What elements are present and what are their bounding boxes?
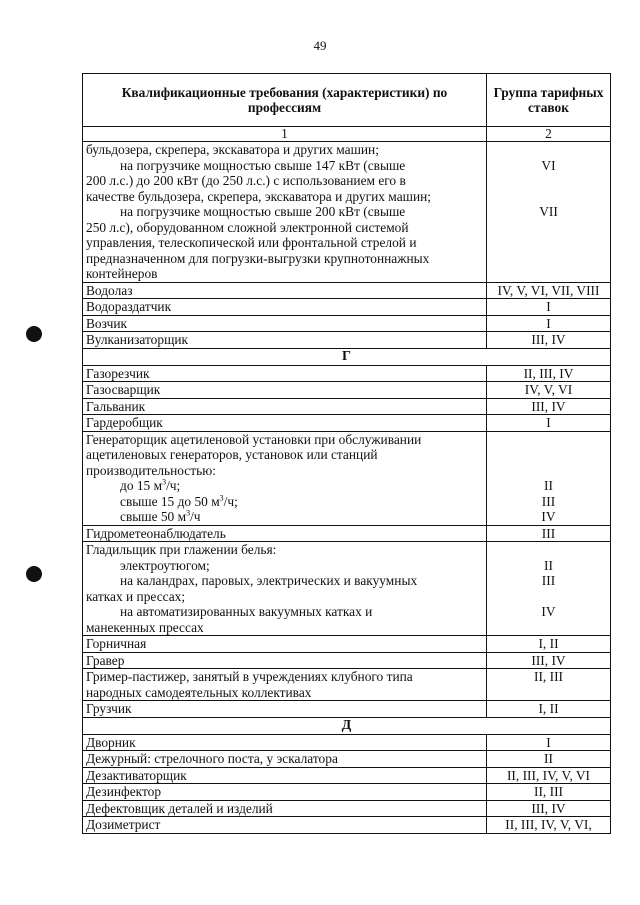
text-line: катках и прессах; [86,588,186,604]
table-row [83,299,611,316]
table-row [83,431,611,525]
group-cell: I, II [487,701,611,718]
table-row [83,525,611,542]
table-row [83,767,611,784]
profession-cell [83,669,487,701]
table-row [83,382,611,399]
punch-hole [26,326,42,342]
table-row [83,415,611,432]
text-line: до 15 $м^3/ч$; [120,477,181,493]
table-row [83,542,611,636]
text-line: бульдозера, скрепера, экскаватора и других машин; [86,142,379,157]
table-row [83,734,611,751]
group-value: IV [541,509,556,524]
group-value: IV [541,604,556,619]
group-value: III [541,493,556,509]
group-cell: III, IV [487,398,611,415]
profession-cell: Дефектовщик деталей и изделий [83,800,487,817]
table-row [83,817,611,834]
text-line: манекенных прессах [86,619,204,635]
text-line: свыше 50 $м^3/ч$ [120,508,201,524]
text-line: свыше 15 до 50 $м^3/ч$; [120,493,238,509]
text-line: ацетиленовых генераторов, установок или станций [86,447,378,462]
text-line: предназначенном для погрузки-выгрузки крупнотоннажных [86,250,430,266]
profession-cell: Возчик [83,315,487,332]
page-number: 49 [313,38,327,53]
table-row [83,701,611,718]
col-number-2: 2 [487,127,611,142]
section-row [83,717,611,734]
profession-cell: Дозиметрист [83,817,487,834]
profession-cell: Дежурный: стрелочного поста, у эскалатора [83,751,487,768]
group-cell: II [487,751,611,768]
section-row [83,348,611,365]
profession-cell: Водолаз [83,282,487,299]
table-row [83,315,611,332]
group-cell: I [487,299,611,316]
group-value: VI [541,157,556,173]
column-number-row [83,127,611,142]
group-cell: III, IV [487,652,611,669]
text-line: контейнеров [86,266,158,281]
text-line: качестве бульдозера, скрепера, экскаватора и других машин; [86,188,431,204]
group-value: II [544,478,553,493]
group-cell [487,142,611,283]
text-line: на погрузчике мощностью свыше 147 кВт (свыше [120,157,406,173]
group-value: VII [539,204,558,219]
profession-cell [83,542,487,636]
group-cell: III [487,525,611,542]
group-cell: II, III, IV [487,365,611,382]
header-col1: Квалификационные требования (характеристики) по профессиям [83,74,487,127]
text-line: на погрузчике мощностью свыше 200 кВт (свыше [120,204,406,219]
profession-cell: Дезактиваторщик [83,767,487,784]
table-row [83,800,611,817]
group-cell: I, II [487,636,611,653]
text-line: производительностью: [86,462,216,478]
profession-cell: Дворник [83,734,487,751]
text-line: Генераторщик ацетиленовой установки при обслуживании [86,431,422,447]
group-cell: II, III [487,784,611,801]
group-cell: I [487,415,611,432]
table-row [83,282,611,299]
text-line: на каландрах, паровых, электрических и вакуумных [120,573,418,588]
group-cell: II, III, IV, V, VI [487,767,611,784]
profession-cell: Горничная [83,636,487,653]
text-line: 250 л.с), оборудованном сложной электронной системой [86,219,409,235]
group-value: II [544,557,553,573]
table-row [83,142,611,283]
group-cell: II, III [487,669,611,701]
profession-cell: Грузчик [83,701,487,718]
profession-cell: Гальваник [83,398,487,415]
table-row [83,652,611,669]
table-row [83,784,611,801]
text-line: народных самодеятельных коллективах [86,684,312,700]
qualification-table [82,73,611,834]
profession-cell [83,142,487,283]
group-cell: III, IV [487,332,611,349]
profession-cell: Дезинфектор [83,784,487,801]
group-value: III [541,573,556,588]
profession-cell: Водораздатчик [83,299,487,316]
table-row [83,365,611,382]
text-line: Гример-пастижер, занятый в учреждениях клубного типа [86,669,413,684]
group-cell [487,542,611,636]
group-cell: I [487,734,611,751]
col-number-1: 1 [83,127,487,142]
group-cell: III, IV [487,800,611,817]
text-line: управления, телескопической или фронтальной стрелой и [86,235,417,250]
profession-cell: Вулканизаторщик [83,332,487,349]
text-line: Гладильщик при глажении белья: [86,542,277,557]
profession-cell [83,431,487,525]
section-letter-d: Д [83,717,611,734]
table-row [83,636,611,653]
group-cell: IV, V, VI, VII, VIII [487,282,611,299]
profession-cell: Гардеробщик [83,415,487,432]
section-letter-g: Г [83,348,611,365]
header-col2: Группа тарифных ставок [487,74,611,127]
group-cell: II, III, IV, V, VI, [487,817,611,834]
text-line: 200 л.с.) до 200 кВт (до 250 л.с.) с использованием его в [86,173,406,188]
text-line: электроутюгом; [120,557,210,573]
text-line: на автоматизированных вакуумных катках и [120,604,373,619]
group-cell: IV, V, VI [487,382,611,399]
table-row [83,398,611,415]
group-cell: I [487,315,611,332]
profession-cell: Газосварщик [83,382,487,399]
header-row [83,74,611,127]
profession-cell: Гидрометеонаблюдатель [83,525,487,542]
table-row [83,669,611,701]
punch-hole [26,566,42,582]
group-cell [487,431,611,525]
table-row [83,751,611,768]
table-row [83,332,611,349]
profession-cell: Гравер [83,652,487,669]
profession-cell: Газорезчик [83,365,487,382]
